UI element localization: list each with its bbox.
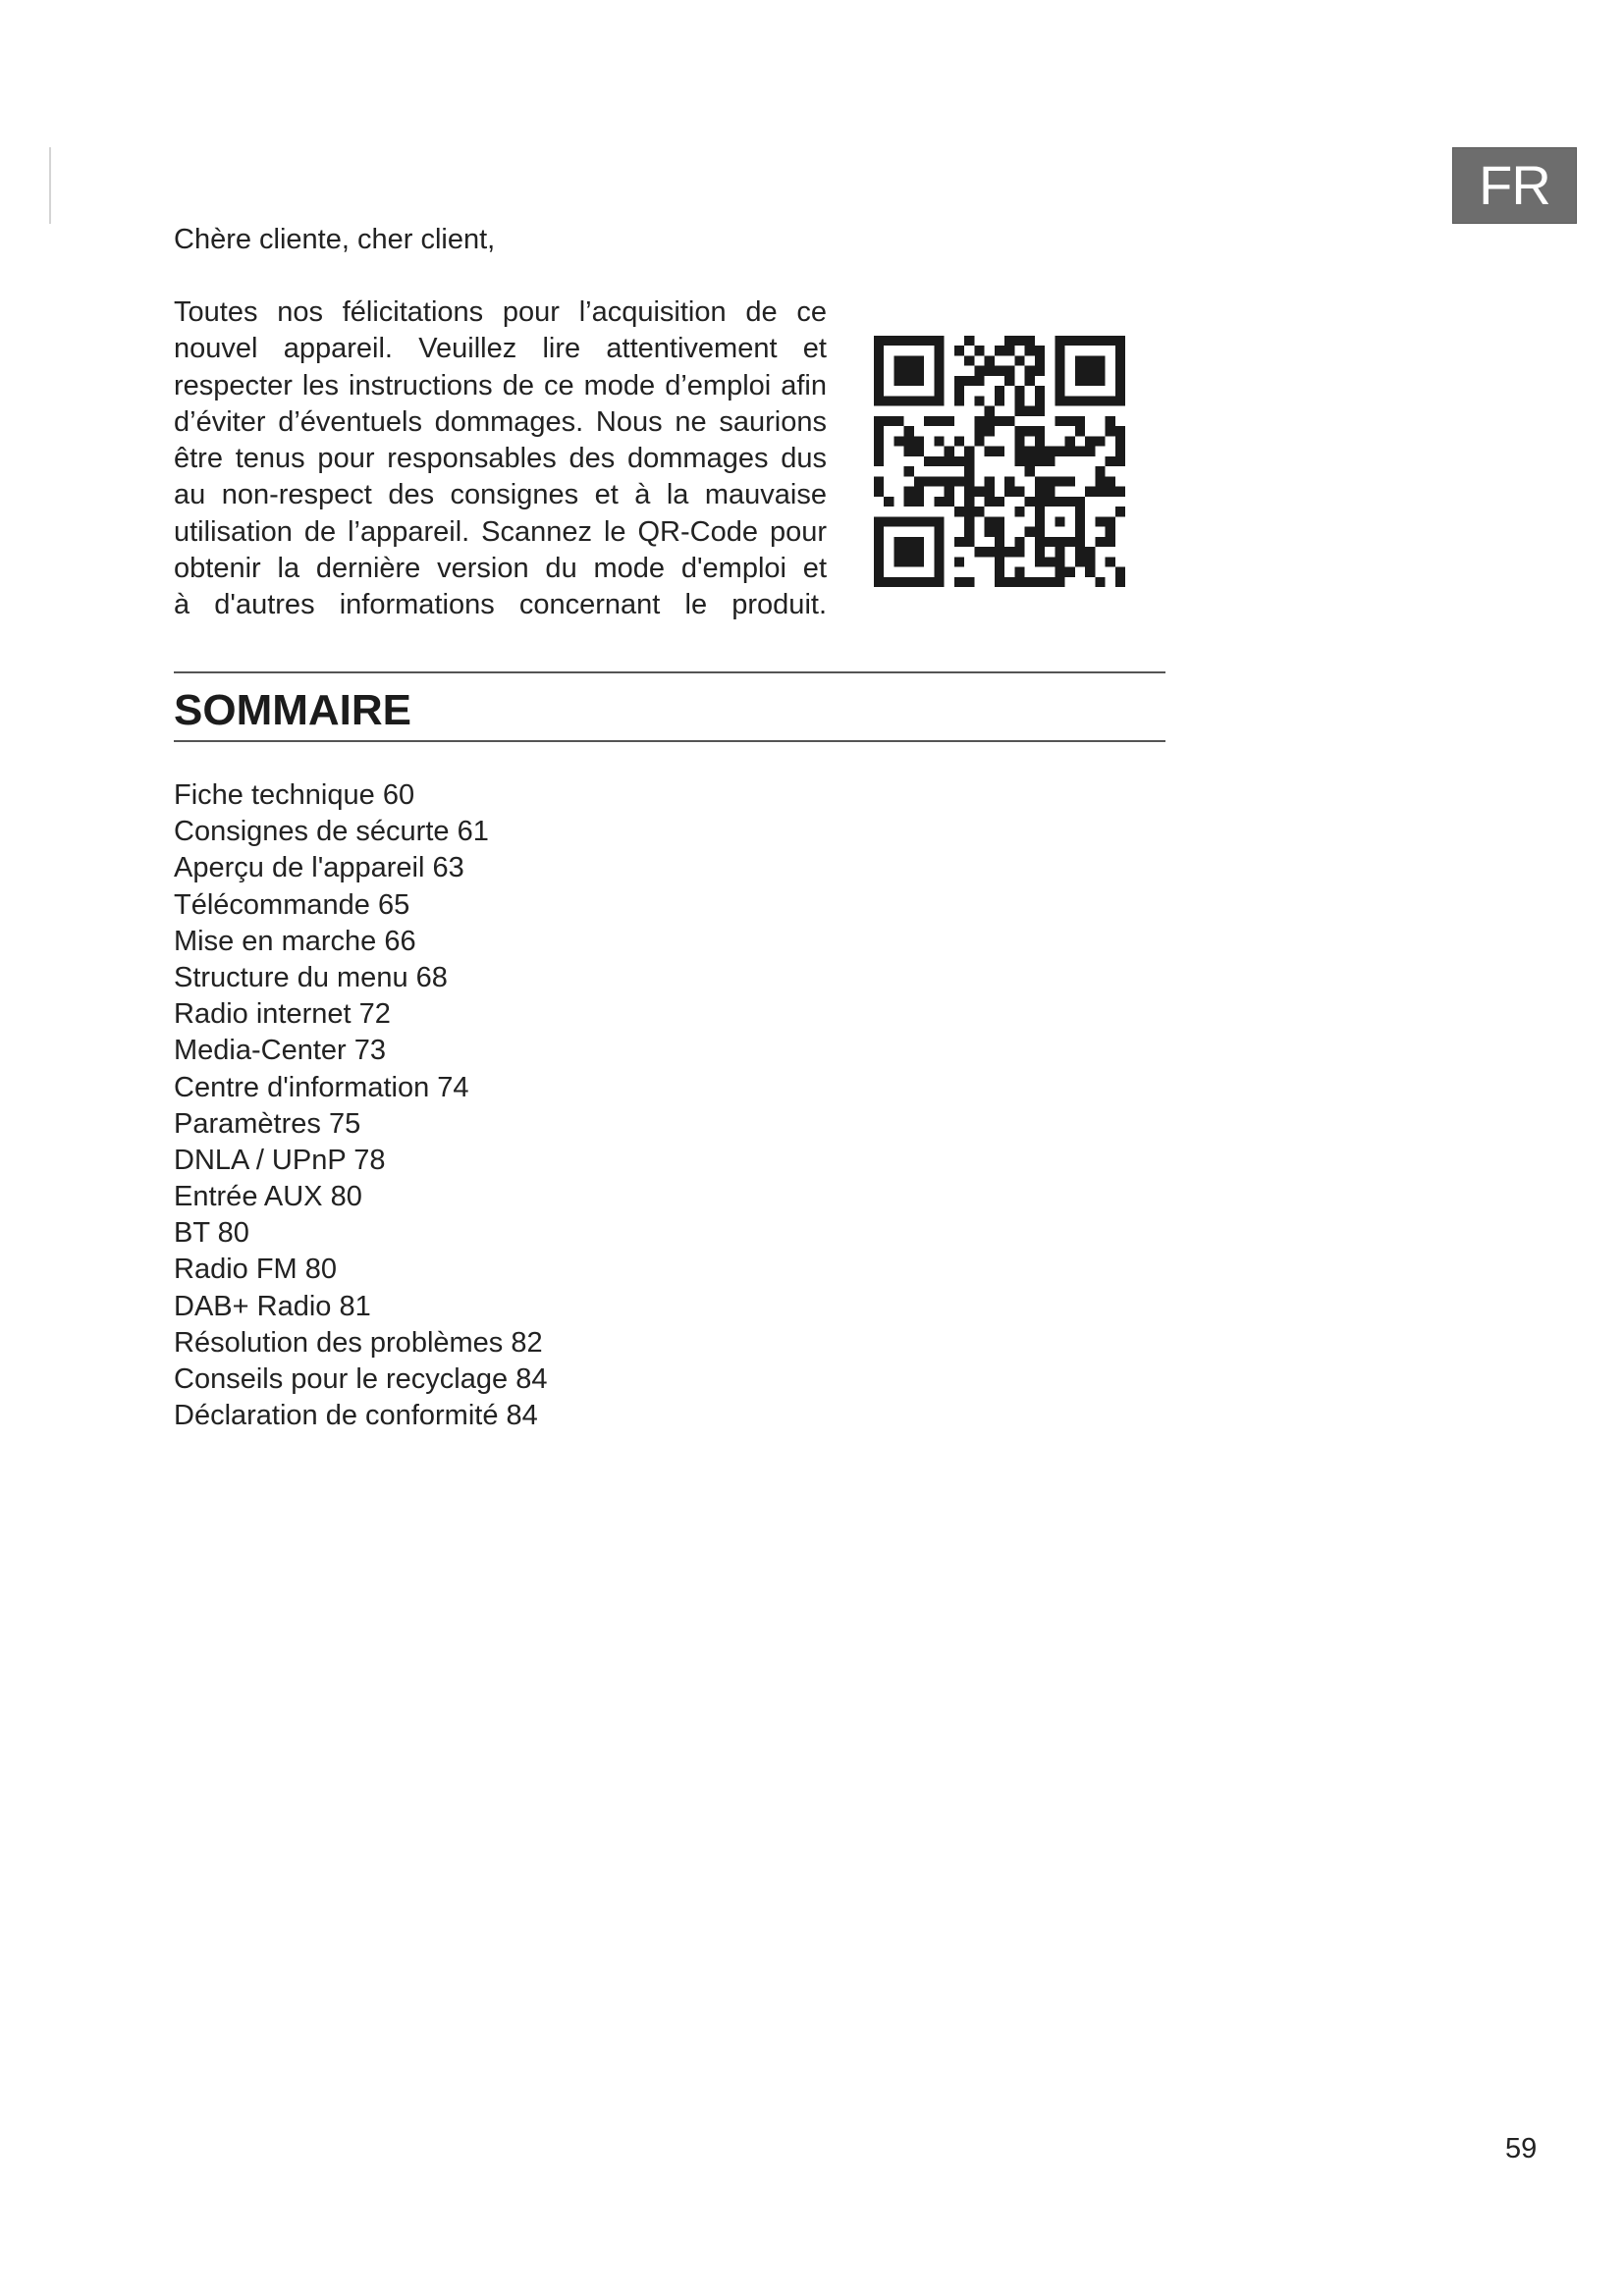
intro-paragraph [174,294,827,624]
margin-rule [49,147,51,224]
intro-line: utilisation de l’appareil. Scannez le QR-Code pour [174,515,827,548]
page-number: 59 [1505,2133,1538,2164]
toc-entry [174,1070,547,1106]
toc-entry [174,1215,547,1252]
toc-entry-title: Radio internet [174,998,352,1031]
toc-entry [174,1252,547,1288]
toc-entry-page: 78 [353,1144,386,1176]
toc-entry-page: 68 [415,961,448,993]
intro-line: Toutes nos félicitations pour l’acquisition de ce [174,296,827,328]
toc-list [174,777,547,1434]
toc-entry-page: 84 [506,1400,538,1432]
toc-entry-title: Télécommande [174,888,370,921]
toc-entry-title: Déclaration de conformité [174,1400,499,1432]
toc-entry-title: Entrée AUX [174,1181,323,1213]
toc-entry-page: 75 [328,1107,361,1140]
toc-entry-title: BT [174,1217,210,1250]
toc-entry-page: 80 [217,1217,249,1250]
toc-entry [174,1143,547,1179]
toc-entry-title: Aperçu de l'appareil [174,852,425,884]
intro-line: au non-respect des consignes et à la mauvaise [174,479,827,511]
toc-entry-page: 80 [304,1254,338,1286]
toc-heading: SOMMAIRE [174,686,411,734]
toc-entry-title: DNLA / UPnP [174,1144,347,1176]
section-rule-top [174,671,1165,673]
toc-entry [174,996,547,1033]
toc-entry-page: 60 [382,779,415,811]
toc-entry-page: 65 [377,888,410,921]
toc-entry-page: 66 [384,925,416,957]
toc-entry [174,777,547,814]
toc-entry-page: 80 [330,1181,362,1213]
toc-entry-title: Paramètres [174,1107,321,1140]
toc-entry [174,1106,547,1143]
toc-entry [174,960,547,996]
toc-entry-title: Mise en marche [174,925,377,957]
toc-entry-title: Résolution des problèmes [174,1326,504,1359]
toc-entry [174,1325,547,1362]
toc-entry [174,1289,547,1325]
toc-entry-title: Consignes de sécurte [174,816,450,848]
toc-entry [174,1179,547,1215]
toc-entry-title: DAB+ Radio [174,1290,332,1322]
intro-line: d’éviter d’éventuels dommages. Nous ne saurions [174,405,827,438]
intro-line: obtenir la dernière version du mode d'emploi et [174,553,827,585]
intro-line: à d'autres informations concernant le produit. [174,589,827,621]
greeting: Chère cliente, cher client, [174,224,496,255]
section-rule-bottom [174,740,1165,742]
qr-code [874,336,1125,587]
toc-entry-title: Centre d'information [174,1071,430,1103]
intro-line: nouvel appareil. Veuillez lire attentivement et [174,333,827,365]
toc-entry-page: 82 [511,1326,543,1359]
toc-entry-page: 81 [339,1290,371,1322]
toc-entry [174,850,547,886]
intro-line: respecter les instructions de ce mode d’emploi afin [174,369,827,401]
toc-entry [174,924,547,960]
toc-entry [174,1362,547,1398]
toc-entry-title: Radio FM [174,1254,298,1286]
toc-entry-page: 84 [515,1363,548,1395]
toc-entry-title: Fiche technique [174,779,375,811]
toc-entry-title: Media-Center [174,1035,347,1067]
toc-entry [174,1398,547,1434]
toc-entry [174,887,547,924]
toc-entry-page: 61 [457,816,489,848]
toc-entry-title: Structure du menu [174,961,408,993]
toc-entry [174,814,547,850]
toc-entry-page: 74 [437,1071,469,1103]
toc-entry [174,1033,547,1069]
toc-entry-page: 73 [353,1035,387,1067]
toc-entry-page: 72 [358,998,391,1031]
language-tab: FR [1452,147,1577,224]
toc-entry-page: 63 [432,852,464,884]
intro-line: être tenus pour responsables des dommages dus [174,443,827,475]
toc-entry-title: Conseils pour le recyclage [174,1363,509,1395]
